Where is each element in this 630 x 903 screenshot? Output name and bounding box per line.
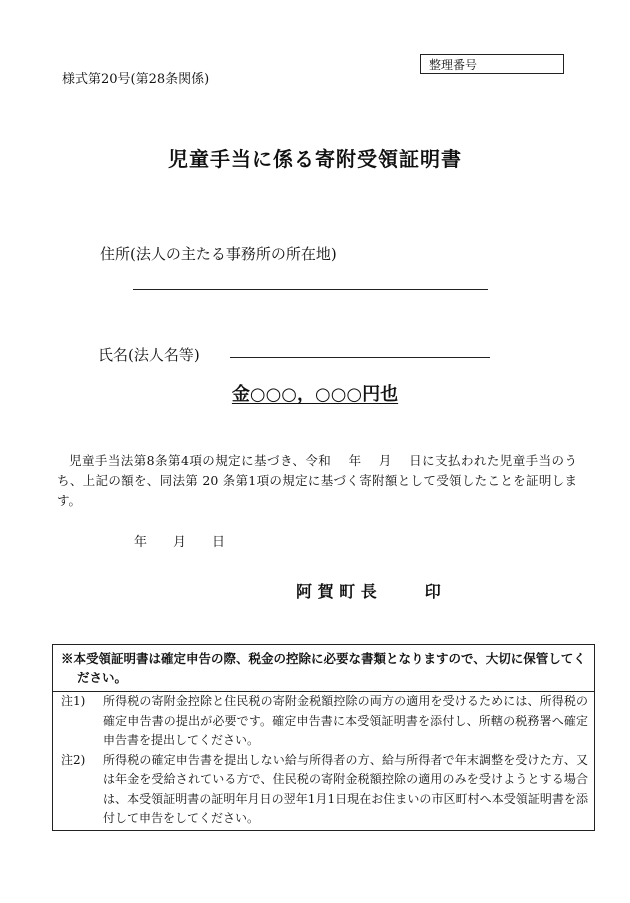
note-number: 注2) — [61, 752, 86, 767]
address-underline — [133, 289, 488, 290]
note-text: 所得税の確定申告書を提出しない給与所得者の方、給与所得者で年末調整を受けた方、又は年金を受給されている方で、住民税の寄附金税額控除の適用のみを受けようとする場合は、本受領証明書の証明年月日の翌年1月1日現在お住まいの市区町村へ本受領証明書を添付して申告をしてください。 — [103, 752, 588, 825]
name-label: 氏名(法人名等) — [98, 346, 200, 364]
note-text: 所得税の寄附金控除と住民税の寄附金税額控除の両方の適用を受けるためには、所得税の確定申告書の提出が必要です。確定申告書に本受領証明書を添付し、所轄の税務署へ確定申告書を提出してください。 — [103, 694, 588, 747]
notes-box — [52, 644, 595, 831]
note-item — [53, 692, 594, 751]
reference-number-box: 整理番号 — [420, 54, 564, 74]
note-item — [53, 751, 594, 829]
name-underline — [230, 357, 490, 358]
document-title: 児童手当に係る寄附受領証明書 — [168, 147, 462, 171]
form-number: 様式第20号(第28条関係) — [62, 72, 210, 87]
donation-amount — [0, 380, 630, 406]
notes-heading: ※本受領証明書は確定申告の際、税金の控除に必要な書類となりますので、大切に保管してください。 — [53, 645, 594, 692]
amount-text: 金○○○，○○○円也 — [231, 384, 399, 405]
certification-text: 児童手当法第8条第4項の規定に基づき、令和 年 月 日に支払われた児童手当のうち、上記の額を、同法第 20 条第1項の規定に基づく寄附額として受領したことを証明します。 — [57, 453, 577, 508]
issuer-signature: 阿 賀 町 長 印 — [296, 582, 441, 601]
issue-date: 年 月 日 — [134, 535, 226, 550]
note-number: 注1) — [61, 694, 86, 708]
address-label: 住所(法人の主たる事務所の所在地) — [100, 245, 337, 263]
